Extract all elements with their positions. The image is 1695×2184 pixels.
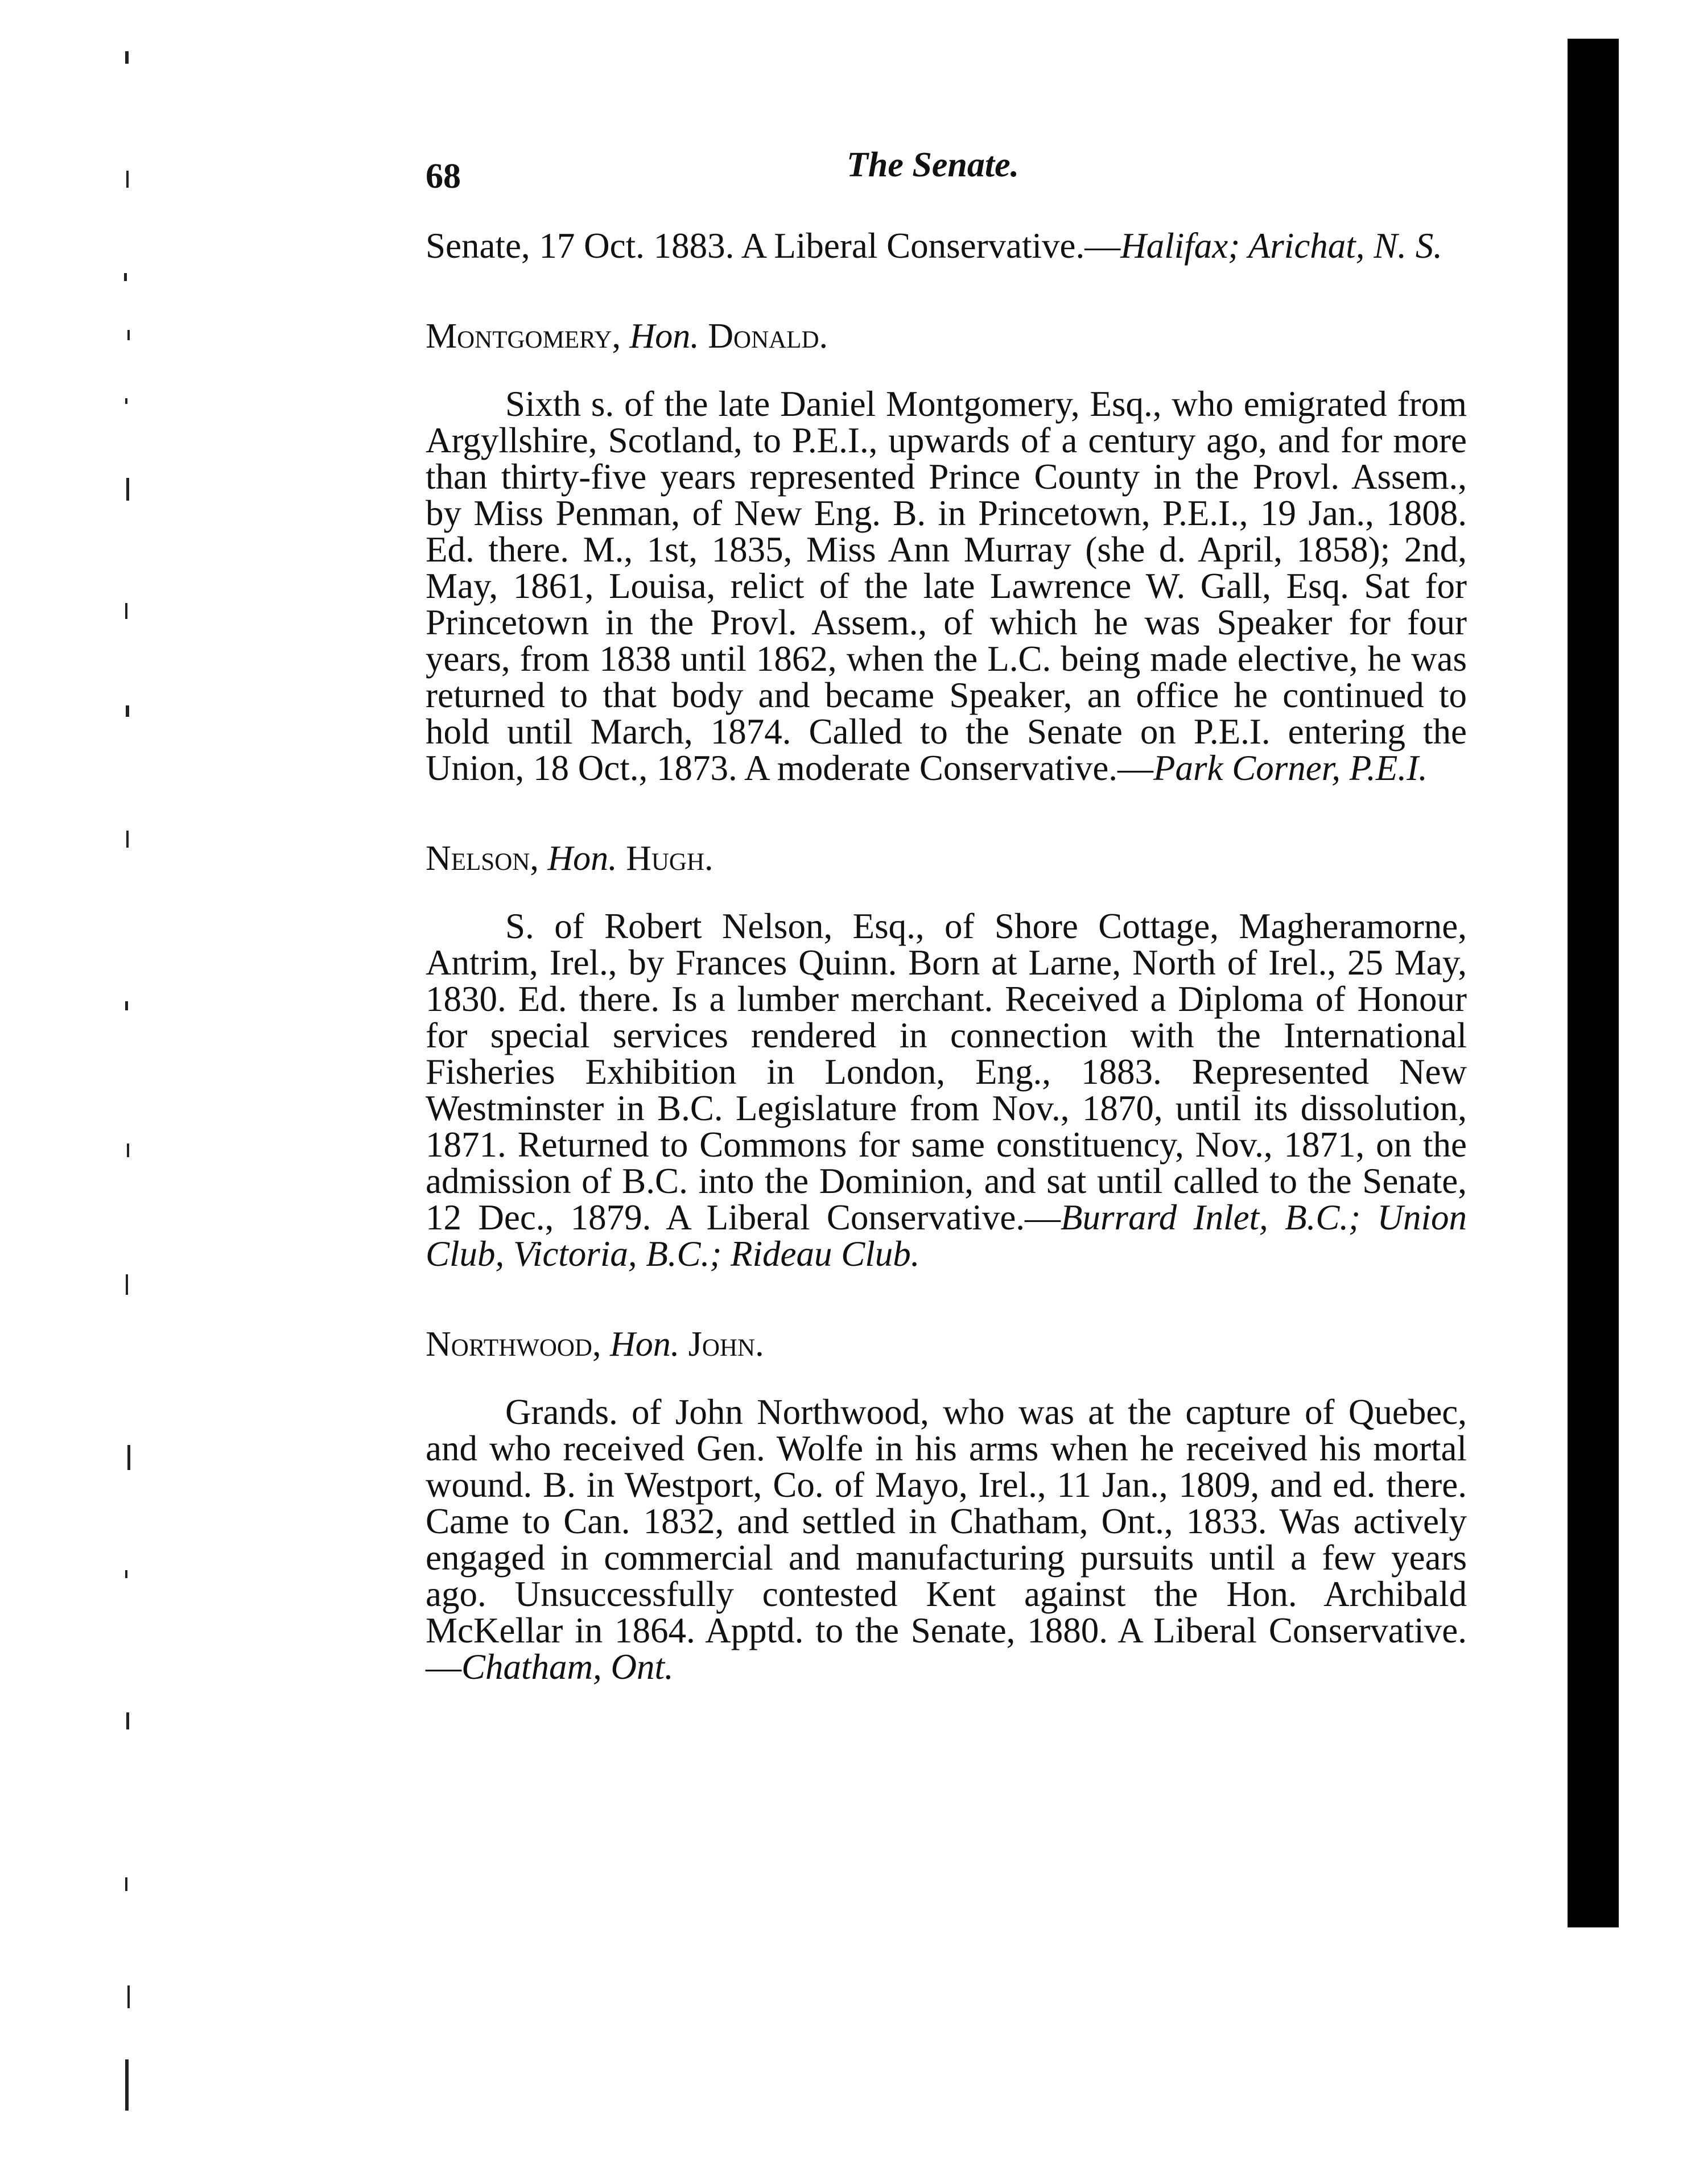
entry-northwood bbox=[426, 1326, 1467, 1685]
binding-shadow bbox=[1568, 39, 1619, 1927]
entry-forename: John. bbox=[688, 1325, 764, 1364]
entry-biography bbox=[426, 386, 1467, 786]
entry-heading bbox=[426, 318, 1467, 354]
entry-heading bbox=[426, 1326, 1467, 1363]
entry-surname: Montgomery, bbox=[426, 317, 621, 356]
page-number: 68 bbox=[426, 157, 461, 196]
text-column bbox=[426, 145, 1467, 1685]
entry-biography bbox=[426, 908, 1467, 1272]
entry-bio-text: Grands. of John Northwood, who was at the capture of Quebec, and who received Gen. Wolfe in his arms when he received his mortal wound. B. in Westport, Co. of Mayo, Irel., 11 Jan., 1809, and ed. there. Came to Can. 1832, and settled in Chatham, Ont., 1833. Was actively engaged in commercial and manufacturing pursuits until a few years ago. Unsuccessfully contested Kent against the Hon. Archibald McKellar in 1864. Apptd. to the Senate, 1880. A Liberal Conservative.— bbox=[426, 1392, 1467, 1687]
entry-forename: Donald. bbox=[708, 317, 828, 356]
entry-montgomery bbox=[426, 318, 1467, 786]
entry-nelson bbox=[426, 840, 1467, 1272]
margin-speckles bbox=[102, 34, 137, 2139]
entry-surname: Nelson, bbox=[426, 839, 539, 878]
entry-heading bbox=[426, 840, 1467, 877]
entry-residence: Park Corner, P.E.I. bbox=[1153, 748, 1428, 788]
entry-honorific: Hon. bbox=[547, 839, 617, 878]
entry-honorific: Hon. bbox=[629, 317, 699, 356]
entry-residence: Chatham, Ont. bbox=[461, 1647, 674, 1687]
carryover-place: Halifax; Arichat, N. S. bbox=[1120, 226, 1443, 266]
entry-bio-text: Sixth s. of the late Daniel Montgomery, Esq., who emigrated from Argyllshire, Scotland, to P.E.I., upwards of a century ago, and for more than thirty-five years represented Prince County in the Provl. Assem., by Miss Penman, of New Eng. B. in Princetown, P.E.I., 19 Jan., 1808. Ed. there. M., 1st, 1835, Miss Ann Murray (she d. April, 1858); 2nd, May, 1861, Louisa, relict of the late Lawrence W. Gall, Esq. Sat for Princetown in the Provl. Assem., of which he was Speaker for four years, from 1838 until 1862, when the L.C. being made elective, he was returned to that body and became Speaker, an office he continued to hold until March, 1874. Called to the Senate on P.E.I. entering the Union, 18 Oct., 1873. A moderate Conservative.— bbox=[426, 384, 1467, 788]
carryover-text: Senate, 17 Oct. 1883. A Liberal Conservative.— bbox=[426, 226, 1121, 266]
entry-forename: Hugh. bbox=[626, 839, 714, 878]
running-head bbox=[426, 145, 1467, 196]
entry-residence: Burrard Inlet, B.C.; Union Club, Victoria, B.C.; Rideau Club. bbox=[426, 1198, 1467, 1274]
carryover-paragraph bbox=[426, 228, 1467, 264]
entry-bio-text: S. of Robert Nelson, Esq., of Shore Cottage, Magheramorne, Antrim, Irel., by Frances Quinn. Born at Larne, North of Irel., 25 May, 1830. Ed. there. Is a lumber merchant. Received a Diploma of Honour for special services rendered in connection with the International Fisheries Exhibition in London, Eng., 1883. Represented New Westminster in B.C. Legislature from Nov., 1870, until its dissolution, 1871. Returned to Commons for same constituency, Nov., 1871, on the admission of B.C. into the Dominion, and sat until called to the Senate, 12 Dec., 1879. A Liberal Conservative.— bbox=[426, 906, 1467, 1237]
entry-honorific: Hon. bbox=[610, 1325, 680, 1364]
running-title: The Senate. bbox=[847, 146, 1020, 184]
entry-surname: Northwood, bbox=[426, 1325, 601, 1364]
entry-biography bbox=[426, 1394, 1467, 1685]
